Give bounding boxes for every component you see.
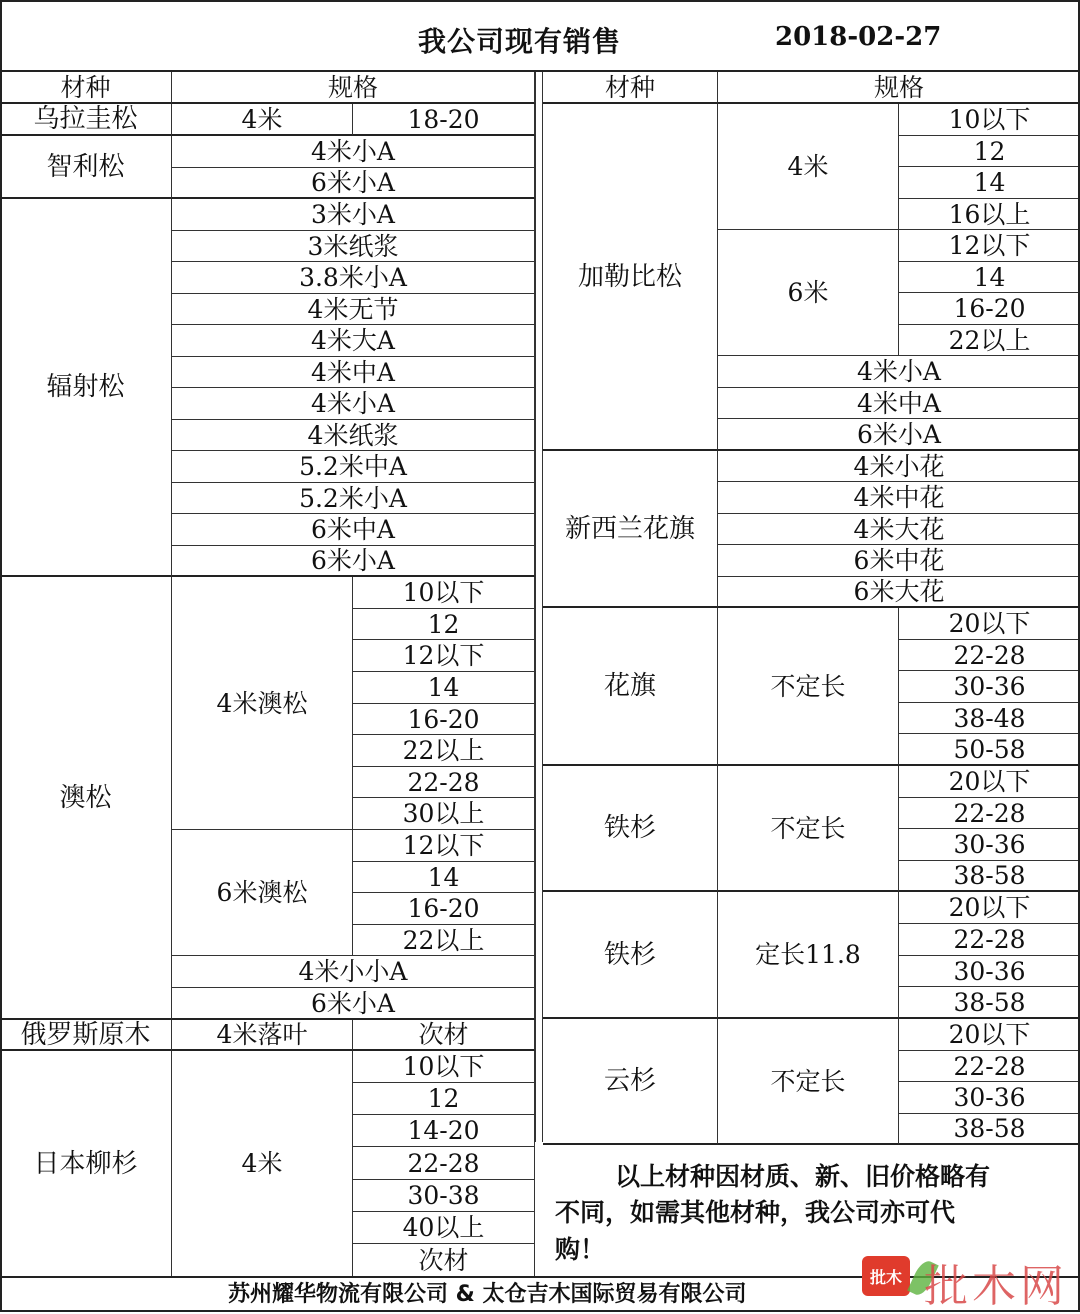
spec-item: 4米小花	[718, 451, 1080, 482]
spec-item: 22以上	[353, 735, 535, 767]
spec-item: 40以上	[353, 1212, 535, 1244]
spec-item: 22-28	[899, 924, 1080, 956]
spec-item: 14	[353, 672, 535, 704]
spec-item: 12以下	[353, 640, 535, 672]
spec-length: 4米	[172, 1051, 353, 1276]
header-material-right: 材种	[543, 72, 718, 104]
spec-item: 22以上	[899, 325, 1080, 356]
spec-item: 12	[353, 1083, 535, 1115]
spec-item: 16-20	[353, 704, 535, 735]
spec-item: 4米小A	[718, 356, 1080, 388]
header-spec-left: 规格	[172, 72, 535, 104]
spec-item: 4米大花	[718, 514, 1080, 545]
spec-item: 5.2米中A	[172, 451, 535, 483]
spec-group: 6米	[718, 230, 899, 356]
material-hemlock: 铁杉	[543, 892, 718, 1019]
spec-item: 4米大A	[172, 325, 535, 357]
spec-item: 6米中花	[718, 545, 1080, 577]
spec-item: 次材	[353, 1244, 535, 1276]
spec-length: 不定长	[718, 608, 899, 766]
material-radiata: 辐射松	[0, 199, 172, 577]
spec-item: 6米小A	[718, 419, 1080, 451]
watermark	[862, 1250, 1077, 1310]
spec-item: 22以上	[353, 925, 535, 956]
spec-item: 6米大花	[718, 577, 1080, 608]
column-divider	[535, 72, 543, 1142]
spec-item: 38-58	[899, 1114, 1080, 1145]
spec-item: 22-28	[353, 1147, 535, 1180]
header-spec-right: 规格	[718, 72, 1080, 104]
spec-item: 4米纸浆	[172, 420, 535, 451]
spec-item: 12	[899, 136, 1080, 167]
spec-item: 22-28	[899, 640, 1080, 671]
spec-item: 3米小A	[172, 199, 535, 231]
spec-item: 4米无节	[172, 294, 535, 325]
spec-item: 38-58	[899, 987, 1080, 1019]
spec-item: 5.2米小A	[172, 483, 535, 514]
spec-group: 4米澳松	[172, 577, 353, 830]
spec-item: 6米小A	[172, 988, 535, 1020]
spec-item: 12以下	[353, 830, 535, 862]
spec-item: 14	[899, 262, 1080, 293]
watermark-text: 批木网	[924, 1261, 1068, 1312]
spec-item: 20以下	[899, 1019, 1080, 1051]
material-wulagui: 乌拉圭松	[0, 104, 172, 136]
spec-item: 10以下	[899, 104, 1080, 136]
spec-length: 定长11.8	[718, 892, 899, 1019]
spec-item: 3.8米小A	[172, 262, 535, 294]
material-spruce: 云杉	[543, 1019, 718, 1145]
spec-item: 12以下	[899, 230, 1080, 262]
spec-item: 4米中花	[718, 482, 1080, 514]
note-line: 购！	[555, 1234, 606, 1264]
spec-item: 4米中A	[172, 357, 535, 388]
spec-item: 30-36	[899, 829, 1080, 861]
spec-item: 20以下	[899, 608, 1080, 640]
spec-item: 6米中A	[172, 514, 535, 546]
page-date: 2018-02-27	[775, 22, 942, 52]
spec-item: 16-20	[899, 293, 1080, 325]
spec-item: 12	[353, 609, 535, 640]
spec-length: 不定长	[718, 1019, 899, 1145]
spec-grade: 18-20	[353, 104, 535, 136]
material-chile: 智利松	[0, 136, 172, 199]
spec-length: 4米	[172, 104, 353, 136]
spec-item: 30以上	[353, 798, 535, 830]
note-line: 不同，如需其他材种，我公司亦可代	[555, 1198, 956, 1228]
material-japan: 日本柳杉	[0, 1051, 172, 1276]
spec-item: 20以下	[899, 766, 1080, 798]
watermark-logo-icon: 批木	[862, 1256, 910, 1296]
spec-item: 30-36	[899, 1082, 1080, 1114]
spec-item: 30-36	[899, 956, 1080, 987]
spec-item: 16以上	[899, 199, 1080, 230]
spec-item: 4米小A	[172, 136, 535, 168]
spec-group: 6米澳松	[172, 830, 353, 956]
spec-item: 50-58	[899, 734, 1080, 766]
spec-item: 14	[899, 167, 1080, 199]
note-line: 以上材种因材质、新、旧价格略有	[615, 1162, 991, 1191]
spec-item: 3米纸浆	[172, 231, 535, 262]
material-russia: 俄罗斯原木	[0, 1020, 172, 1051]
spec-item: 22-28	[899, 798, 1080, 829]
spec-item: 38-58	[899, 861, 1080, 892]
spec-item: 4米小A	[172, 388, 535, 420]
material-caribbean: 加勒比松	[543, 104, 718, 451]
spec-grade: 次材	[353, 1020, 535, 1051]
spec-group: 4米	[718, 104, 899, 230]
material-douglas: 花旗	[543, 608, 718, 766]
spec-item: 6米小A	[172, 546, 535, 577]
spec-length: 不定长	[718, 766, 899, 892]
spec-item: 22-28	[899, 1051, 1080, 1082]
page-title: 我公司现有销售	[418, 25, 622, 58]
spec-item: 16-20	[353, 893, 535, 925]
spec-item: 4米中A	[718, 388, 1080, 419]
spec-length: 4米落叶	[172, 1020, 353, 1051]
spec-item: 30-36	[899, 671, 1080, 703]
spec-item: 22-28	[353, 767, 535, 798]
header-material-left: 材种	[0, 72, 172, 104]
material-nz: 新西兰花旗	[543, 451, 718, 608]
material-hemlock: 铁杉	[543, 766, 718, 892]
spec-item: 10以下	[353, 1051, 535, 1083]
spec-item: 20以下	[899, 892, 1080, 924]
spec-item: 30-38	[353, 1180, 535, 1212]
spec-item: 6米小A	[172, 168, 535, 199]
spec-item: 10以下	[353, 577, 535, 609]
title-bar	[0, 0, 1080, 72]
footer: 苏州耀华物流有限公司 & 太仓吉木国际贸易有限公司	[0, 1276, 1080, 1312]
spec-item: 14	[353, 862, 535, 893]
spec-item: 14-20	[353, 1115, 535, 1147]
spec-item: 38-48	[899, 703, 1080, 734]
spec-item: 4米小小A	[172, 956, 535, 988]
material-aus: 澳松	[0, 577, 172, 1020]
